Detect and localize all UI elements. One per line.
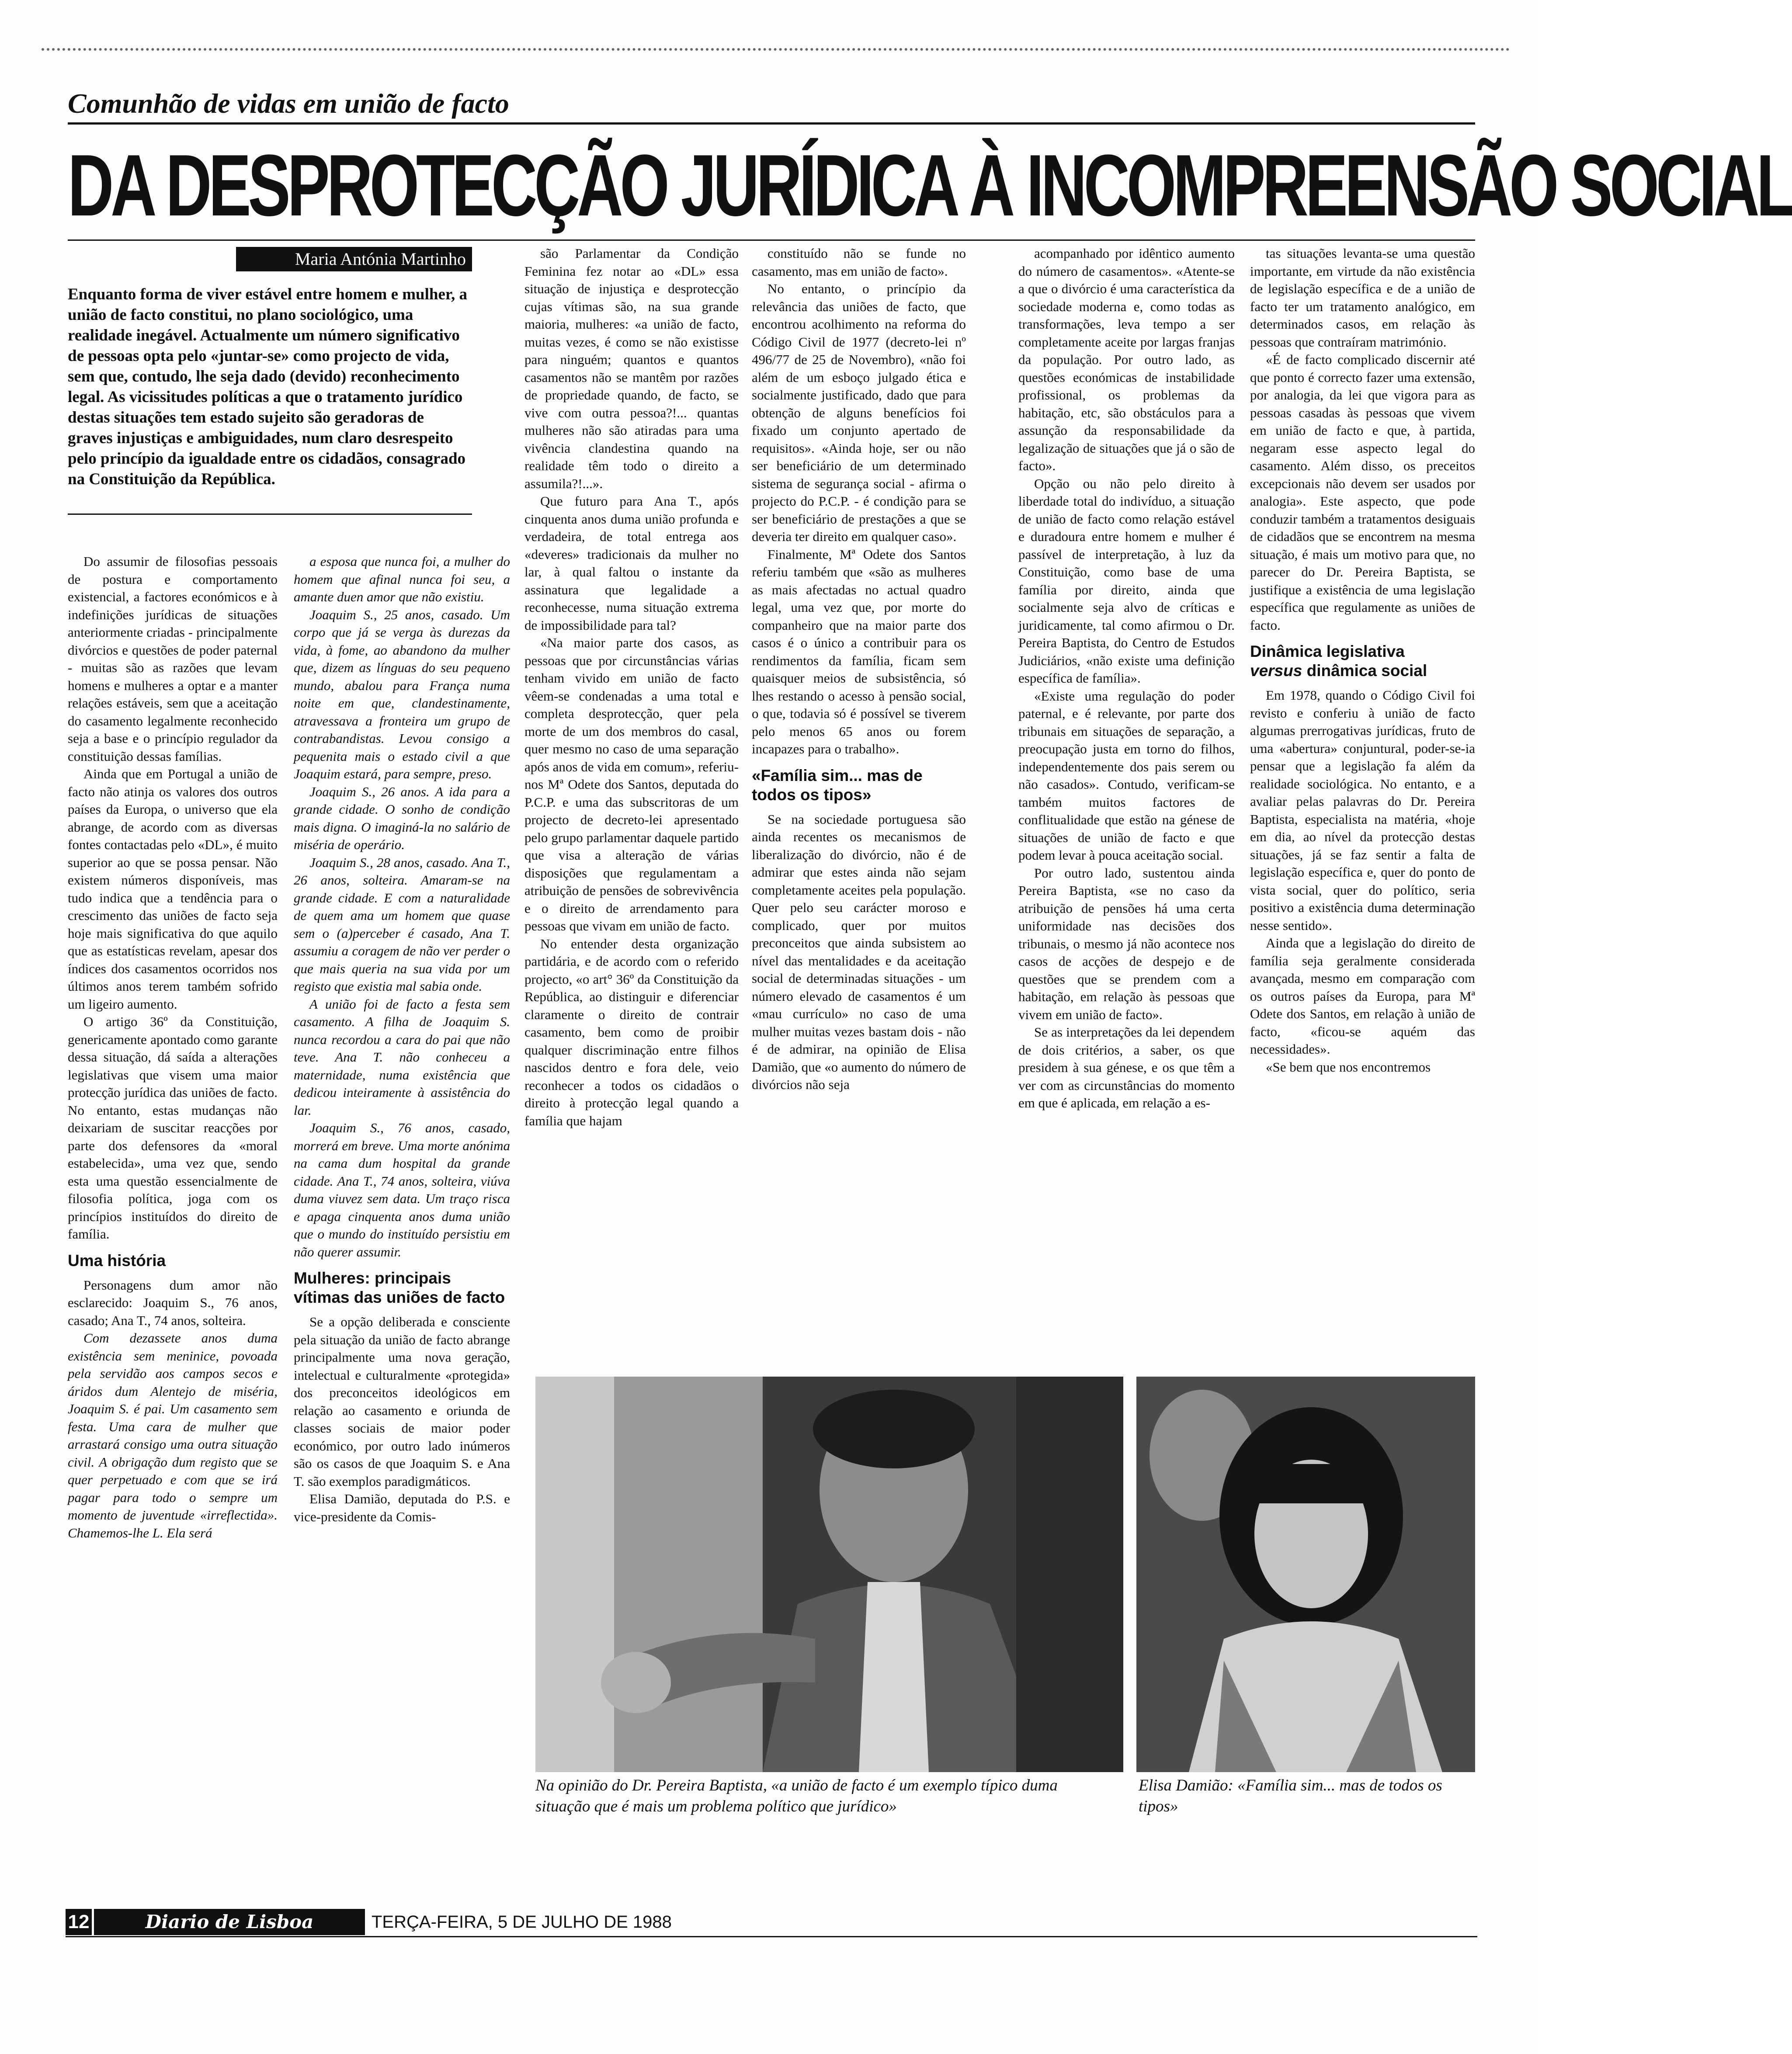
text-column-5 [1018, 245, 1235, 1364]
paragraph: Que futuro para Ana T., após cinquenta anos duma união profunda e verdadeira, de total entrega aos «deveres» tradicionais da mulher no lar, à qual faltou o instante da assinatura que legalidade a reconhecesse, numa situação extrema de impossibilidade para tal? [524, 493, 739, 633]
paragraph: A união foi de facto a festa sem casamento. A filha de Joaquim S. nunca recordou a cara do pai que não teve. Ana T. não conheceu a maternidade, numa existência que dedicou inteiramente à assistência do lar. [294, 996, 510, 1118]
paragraph: No entender desta organização partidária, e de acordo com o referido projecto, «o art° 36º da Constituição da República, ao distinguir e diferenciar claramente o direito de contrair casamento, bem como de proibir qualquer discriminação entre filhos nascidos dentro e fora dele, veio reconhecer a todos os cidadãos o direito à protecção legal quando a família que hajam [524, 936, 739, 1128]
text-column-3 [524, 245, 739, 1364]
heading-part: versus [1250, 662, 1302, 680]
paragraph: No entanto, o princípio da relevância das uniões de facto, que encontrou acolhimento na reforma do Código Civil de 1977 (decreto-lei nº 496/77 de 25 de Novembro), «não foi além de um esboço julgado ética e socialmente justificado, dado que para obtenção de alguns benefícios foi fixado um conjunto apertado de requisitos». «Ainda hoje, ser ou não ser beneficiário de um determinado sistema de segurança social - afirma o projecto do P.C.P. - é condição para se ser beneficiário de prestações a que se deveria ter direito em qualquer caso». [752, 281, 966, 544]
paragraph: acompanhado por idêntico aumento do número de casamentos». «Atente-se a que o divórcio é uma característica da sociedade moderna e, como todas as transformações, leva tempo a ser completamente aceite por largas franjas da população. Por outro lado, as questões económicas de instabilidade profissional, os problemas da habitação, etc, são obstáculos para a assunção da responsabilidade da legalização de situações que já o são de facto». [1018, 246, 1235, 473]
paragraph: Joaquim S., 28 anos, casado. Ana T., 26 anos, solteira. Amaram-se na grande cidade. E com a naturalidade de quem ama um homem que quase sem o (a)perceber é casado, Ana T. assumiu a coragem de não ver perder o que mais queria na sua vida por um registo que existia mal sabia onde. [294, 854, 510, 994]
article-kicker: Comunhão de vidas em união de facto [68, 88, 509, 119]
section-heading-familia-sim: «Família sim... mas de todos os tipos» [752, 766, 923, 804]
caption-photo-elisa-damiao: Elisa Damião: «Família sim... mas de todos os tipos» [1139, 1776, 1442, 1815]
photo-pereira-baptista [535, 1377, 1123, 1772]
text-column-6 [1250, 245, 1475, 1364]
paragraph: são Parlamentar da Condição Feminina fez notar ao «DL» essa situação de injustiça e desprotecção cujas vítimas são, na sua grande maioria, mulheres: «a união de facto, muitas vezes, é como se não existisse para ninguém; quantos e quantos casamentos não se mantêm por razões de propriedade quando, de facto, se vive com outra pessoa?!... quantas mulheres não são atiradas para uma vivência clandestina quando na realidade têm todo o direito a assumila?!...». [524, 246, 739, 491]
article-headline: DA DESPROTECÇÃO JURÍDICA À INCOMPREENSÃO SOCIAL [68, 137, 1792, 234]
caption-photo-pereira-baptista: Na opinião do Dr. Pereira Baptista, «a união de facto é um exemplo típico duma situação que é mais um problema político que jurídico» [535, 1776, 1058, 1815]
paragraph: Personagens dum amor não esclarecido: Joaquim S., 76 anos, casado; Ana T., 74 anos, solteira. [68, 1277, 278, 1328]
paragraph: Opção ou não pelo direito à liberdade total do indivíduo, a situação de união de facto como relação estável e duradoura entre homem e mulher é passível de interpretação, à luz da Constituição, como base de uma família por direito, ainda que socialmente seja alvo de críticas e juridicamente, tal como afirmou o Dr. Pereira Baptista, do Centro de Estudos Judiciários, «não existe uma definição específica de família». [1018, 475, 1235, 686]
paragraph: Por outro lado, sustentou ainda Pereira Baptista, «se no caso da atribuição de pensões há uma certa uniformidade nas decisões dos tribunais, o mesmo já não acontece nos casos de acções de despejo e de questões que se prendem com a habitação, em relação às pessoas que vivem em união de facto». [1018, 865, 1235, 1022]
paragraph: Se a opção deliberada e consciente pela situação da união de facto abrange principalmente uma nova geração, intelectual e culturalmente «protegida» dos preconceitos ideológicos em relação ao casamento e oriunda de classes sociais de maior poder económico, por outro lado inúmeros são os casos de que Joaquim S. e Ana T. são exemplos paradigmáticos. [294, 1314, 510, 1489]
paragraph: Joaquim S., 26 anos. A ida para a grande cidade. O sonho de condição mais digna. O imaginá-la no salário de miséria de operário. [294, 784, 510, 852]
paragraph: Com dezassete anos duma existência sem meninice, povoada pela servidão aos campos secos e áridos dum Alentejo de miséria, Joaquim S. é pai. Um casamento sem festa. Uma cara de mulher que arrastará consigo uma outra situação civil. A obrigação dum registo que se quer perpetuado e com que se irá pagar para todo o sempre um momento de juventude «irreflectida». Chamemos-lhe L. Ela será [68, 1330, 278, 1540]
paragraph: O artigo 36º da Constituição, genericamente apontado como garante dessa situação, dá saída a alterações legislativas que visem uma maior protecção jurídica das uniões de facto. No entanto, estas mudanças não deixariam de suscitar reacções por parte dos defensores da «moral estabelecida», uma vez que, sendo esta uma questão essencialmente de filosofia política, joga com os princípios instituídos do direito de família. [68, 1014, 278, 1242]
paragraph: Ainda que em Portugal a união de facto não atinja os valores dos outros países da Europa, o universo que ela abrange, de acordo com as diversas fontes contactadas pelo «DL», é muito superior ao que se possa pensar. Não existem números disponíveis, mas tudo indica que a tendência para o crescimento das uniões de facto seja hoje mais significativa do que aquilo que as estatísticas revelam, apesar dos índices dos casamentos ocorridos nos últimos anos terem também sofrido um ligeiro aumento. [68, 766, 278, 1012]
text-column-4 [752, 245, 966, 1364]
heading-part: Dinâmica legislativa [1250, 642, 1405, 660]
photo-elisa-damiao [1136, 1377, 1475, 1772]
photo-illustration [1136, 1377, 1475, 1772]
page-number: 12 [66, 1909, 92, 1935]
paragraph: Em 1978, quando o Código Civil foi revisto e conferiu à união de facto algumas prerrogativas jurídicas, fruto de uma «abertura» conjuntural, poder-se-ia pensar que a legislação fa além da realidade sociológica. No entanto, e a avaliar pelas palavras do Dr. Pereira Baptista, especialista na matéria, «hoje em dia, ao nível da protecção destas situações, já se faz sentir a falta de legislação específica e, quer do ponto de vista social, quer do político, seria positivo a existência duma determinação nesse sentido». [1250, 687, 1475, 933]
paragraph: Se na sociedade portuguesa são ainda recentes os mecanismos de liberalização do divórcio, não é de admirar que estes ainda não sejam completamente aceites pela população. Quer pelo seu carácter moroso e complicado, quer por muitos preconceitos que ainda subsistem ao nível das mentalidades e da aceitação social de determinadas situações - um número elevado de casamentos é um «mau currículo» no caso de uma mulher muitas vezes bastam dois - não é de admirar, na opinião de Elisa Damião, que «o aumento do número de divórcios não seja [752, 811, 966, 1092]
footer-rule [66, 1936, 1477, 1937]
paragraph: Joaquim S., 76 anos, casado, morrerá em breve. Uma morte anónima na cama dum hospital da grande cidade. Ana T., 74 anos, solteira, viúva duma viuvez sem data. Um traço risca e apaga cinquenta anos duma união que o mundo do instituído persistiu em não querer assumir. [294, 1120, 510, 1259]
paragraph: «Se bem que nos encontremos [1266, 1059, 1431, 1075]
author-byline: Maria Antónia Martinho [236, 247, 472, 271]
paragraph: Ainda que a legislação do direito de família seja geralmente considerada avançada, mesmo em comparação com os outros países da Europa, para Mª Odete dos Santos, em relação à união de facto, «ficou-se aquém das necessidades». [1250, 935, 1475, 1057]
paragraph: constituído não se funde no casamento, mas em união de facto». [752, 246, 966, 279]
paragraph: tas situações levanta-se uma questão importante, em virtude da não existência de legislação específica e de a união de facto ter um tratamento analógico, em determinados casos, em relação às pessoas que contraíram matrimónio. [1250, 246, 1475, 350]
top-dotted-rule [42, 48, 1510, 51]
paragraph: Finalmente, Mª Odete dos Santos referiu também que «são as mulheres as mais afectadas no actual quadro legal, uma vez que, por morte do companheiro que na maior parte dos casos é o único a contribuir para os rendimentos da família, ficam sem quaisquer meios de subsistência, só lhes restando o acesso à pensão social, o que, todavia só é possível se tiverem pelo menos 65 anos ou forem incapazes para o trabalho». [752, 546, 966, 756]
kicker-rule [68, 122, 1475, 125]
paragraph: Do assumir de filosofias pessoais de postura e comportamento existencial, a factores económicos e à indefinições jurídicas de situações anteriormente criadas - principalmente divórcios e questões de poder paternal - muitas são as razões que levam homens e mulheres a optar e a manter relações estáveis, sem que a aceitação do casamento legalmente reconhecido seja a base e o princípio regulador da constituição dessas famílias. [68, 554, 278, 764]
article-lede: Enquanto forma de viver estável entre homem e mulher, a união de facto constitui, no plano sociológico, uma realidade inegável. Actualmente um número significativo de pessoas opta pelo «juntar-se» como projecto de vida, sem que, contudo, lhe seja dado (devido) reconhecimento legal. As vicissitudes políticas a que o tratamento jurídico destas situações tem estado sujeito são geradoras de graves injustiças e ambiguidades, num claro desrespeito pelo princípio da igualdade entre os cidadãos, consagrado na Constituição da República. [68, 285, 467, 488]
photo-illustration [535, 1377, 1123, 1772]
paragraph: Joaquim S., 25 anos, casado. Um corpo que já se verga às durezas da vida, à fome, ao abandono da mulher que, dizem as línguas do seu pequeno mundo, abalou para França numa noite em que, clandestinamente, atravessava a fronteira um grupo de contrabandistas. Levou consigo a pequenita mais o estado civil a que Joaquim estará, para sempre, preso. [294, 607, 510, 781]
section-heading-dinamica-legislativa [1250, 642, 1475, 680]
headline-rule [68, 239, 1475, 241]
paragraph: «Existe uma regulação do poder paternal, e é relevante, por parte dos tribunais em situações de separação, a preocupação justa em torno do filhos, independentemente dos pais serem ou não casados». Contudo, verificam-se também muitos factores de conflitualidade que estão na génese de situações de união de facto e que podem levar à pouca aceitação social. [1018, 688, 1235, 863]
lede-rule [68, 514, 472, 515]
paragraph: a esposa que nunca foi, a mulher do homem que afinal nunca foi seu, a amante duen amor que não existiu. [294, 554, 510, 604]
text-column-1 [68, 553, 278, 1632]
paragraph: «Na maior parte dos casos, as pessoas que por circunstâncias várias tenham vivido em união de facto vêem-se condenadas a uma total e completa desprotecção, quer pela morte de um dos membros do casal, quer mesmo no caso de uma separação após anos de vida em comum», referiu-nos Mª Odete dos Santos, deputada do P.C.P. e uma das subscritoras de um projecto de decreto-lei apresentado pelo grupo parlamentar daquele partido que visa a alteração de várias disposições que regulamentam a atribuição de pensões de sobrevivência e o direito de arrendamento para pessoas que vivam em união de facto. [524, 635, 739, 933]
text-column-2 [294, 553, 510, 1632]
heading-part: dinâmica social [1306, 662, 1427, 680]
section-heading-uma-historia: Uma história [68, 1251, 166, 1270]
newspaper-logo: Diario de Lisboa [94, 1909, 365, 1935]
section-heading-mulheres: Mulheres: principais vítimas das uniões de facto [294, 1269, 505, 1306]
paragraph: «É de facto complicado discernir até que ponto é correcto fazer uma extensão, por analogia, da lei que vigora para as pessoas casadas às pessoas que vivem em união de facto e que, à partida, negaram esse aspecto legal do casamento. Além disso, os preceitos excepcionais não devem ser usados por analogia». Este aspecto, que pode conduzir também a tratamentos desiguais de cidadãos que se encontrem na mesma situação, é mais um motivo para que, no parecer do Dr. Pereira Baptista, se justifique a existência de uma legislação específica que regulamente as uniões de facto. [1250, 352, 1475, 633]
paragraph: Elisa Damião, deputada do P.S. e vice-presidente da Comis- [294, 1491, 510, 1524]
paragraph: Se as interpretações da lei dependem de dois critérios, a saber, os que presidem à sua génese, e os que têm a ver com as circunstâncias do momento em que é aplicada, em relação a es- [1018, 1024, 1235, 1110]
issue-date: TERÇA-FEIRA, 5 DE JULHO DE 1988 [372, 1912, 672, 1932]
